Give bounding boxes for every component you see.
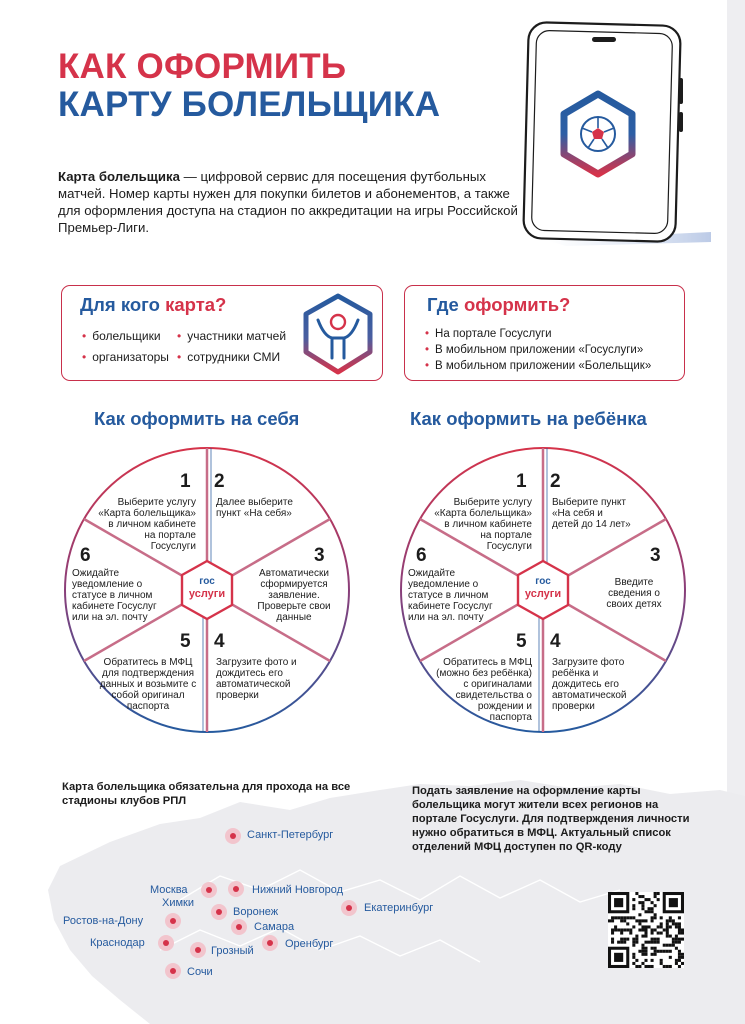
- step-text: Ожидайте уведомление о статусе в личном кабинете Госуслуг или на эл. почту: [72, 568, 157, 623]
- child-steps-wheel: [398, 445, 688, 735]
- where-title: [427, 294, 570, 316]
- step-number: 6: [416, 545, 427, 566]
- city-label: Самара: [254, 921, 295, 933]
- step-number: 5: [180, 631, 191, 652]
- where-item: • На портале Госуслуги: [425, 326, 651, 342]
- city-marker: [228, 881, 244, 897]
- phone-illustration: [506, 18, 716, 253]
- where-title-a: Где: [427, 294, 464, 315]
- intro-bold: Карта болельщика: [58, 169, 180, 184]
- city-marker: [341, 900, 357, 916]
- step-text: Ожидайте уведомление о статусе в личном кабинете Госуслуг или на эл. почту: [408, 568, 493, 623]
- who-item: • организаторы: [82, 347, 169, 368]
- step-text: Выберите услугу «Карта болельщика» в личном кабинете на портале Госуслуги: [434, 497, 532, 552]
- title-line-2: КАРТУ БОЛЕЛЬЩИКА: [58, 85, 441, 124]
- step-number: 4: [550, 631, 561, 652]
- city-label: Оренбург: [285, 938, 334, 950]
- who-title-b: карта?: [165, 294, 227, 315]
- step-number: 3: [650, 545, 661, 566]
- city-marker: [158, 935, 174, 951]
- page-title: [58, 48, 440, 124]
- city-label: Екатеринбург: [364, 902, 434, 914]
- city-label: Москва: [150, 884, 188, 896]
- self-section-title: Как оформить на себя: [94, 408, 300, 429]
- gosuslugi-line-2: услуги: [188, 588, 226, 600]
- where-card: [404, 285, 685, 381]
- step-number: 6: [80, 545, 91, 566]
- gosuslugi-logo: [178, 561, 236, 619]
- step-number: 2: [550, 471, 561, 492]
- where-list: [425, 326, 651, 374]
- intro-text: [58, 168, 518, 236]
- city-marker: [262, 935, 278, 951]
- who-title: [80, 294, 226, 316]
- city-label: Нижний Новгород: [252, 884, 344, 896]
- who-card: [61, 285, 383, 381]
- gosuslugi-line-1: гос: [535, 576, 551, 587]
- city-label: Ростов-на-Дону: [63, 915, 144, 927]
- city-marker: [225, 828, 241, 844]
- city-label: Краснодар: [90, 937, 145, 949]
- step-text: Обратитесь в МФЦ (можно без ребёнка) с оригиналами свидетельства о рождении и паспорта: [436, 657, 532, 723]
- intro-body: — цифровой сервис для посещения футбольных матчей. Номер карты нужен для покупки билетов и абонементов, а также для оформления доступа на стадион по аккредитации на игры Российской Премьер-Лиги.: [58, 169, 518, 235]
- stadium-note: Карта болельщика обязательна для прохода на все стадионы клубов РПЛ: [62, 781, 351, 807]
- person-icon: [300, 292, 376, 376]
- city-marker: [190, 942, 206, 958]
- step-text: Загрузите фото и дождитесь его автоматической проверки: [216, 657, 297, 701]
- step-number: 4: [214, 631, 225, 652]
- city-label: Воронеж: [233, 906, 279, 918]
- who-list-right: [177, 326, 286, 368]
- mfc-qr-code[interactable]: [608, 892, 684, 968]
- who-item: • болельщики: [82, 326, 169, 347]
- where-item: • В мобильном приложении «Болельщик»: [425, 358, 651, 374]
- mfc-note: Подать заявление на оформление карты болельщика могут жители всех регионов на портале Госуслуги. Для подтверждения личности нужно обратиться в МФЦ. Актуальный список отделений МФЦ доступен по QR-коду: [412, 785, 690, 853]
- gosuslugi-line-1: гос: [199, 576, 215, 587]
- city-label: Грозный: [211, 945, 254, 957]
- city-marker: [165, 963, 181, 979]
- where-item: • В мобильном приложении «Госуслуги»: [425, 342, 651, 358]
- city-marker: [211, 904, 227, 920]
- who-item: • сотрудники СМИ: [177, 347, 286, 368]
- gosuslugi-line-2: услуги: [524, 588, 562, 600]
- city-label: Химки: [162, 897, 195, 909]
- title-line-1: КАК ОФОРМИТЬ: [58, 47, 347, 86]
- step-number: 1: [516, 471, 527, 492]
- step-number: 5: [516, 631, 527, 652]
- gosuslugi-logo: [514, 561, 572, 619]
- step-number: 1: [180, 471, 191, 492]
- step-text: Загрузите фото ребёнка и дождитесь его автоматической проверки: [552, 657, 627, 712]
- who-list-left: [82, 326, 169, 368]
- step-text: Далее выберите пункт «На себя»: [216, 497, 293, 519]
- self-steps-wheel: [62, 445, 352, 735]
- step-text: Автоматически сформируется заявление. Проверьте свои данные: [257, 568, 331, 623]
- city-marker: [201, 882, 217, 898]
- step-text: Выберите услугу «Карта болельщика» в личном кабинете на портале Госуслуги: [98, 497, 196, 552]
- city-marker: [165, 913, 181, 929]
- step-text: Обратитесь в МФЦ для подтверждения данных и возьмите с собой оригинал паспорта: [99, 657, 197, 712]
- step-text: Выберите пункт «На себя и детей до 14 лет»: [552, 497, 631, 530]
- step-text: Введите сведения о своих детях: [606, 577, 662, 610]
- child-section-title: Как оформить на ребёнка: [410, 408, 647, 429]
- step-number: 3: [314, 545, 325, 566]
- who-title-a: Для кого: [80, 294, 166, 315]
- where-title-b: оформить?: [463, 294, 571, 315]
- city-label: Сочи: [187, 966, 213, 978]
- step-number: 2: [214, 471, 225, 492]
- city-marker: [231, 919, 247, 935]
- who-item: • участники матчей: [177, 326, 286, 347]
- city-label: Санкт-Петербург: [247, 829, 334, 841]
